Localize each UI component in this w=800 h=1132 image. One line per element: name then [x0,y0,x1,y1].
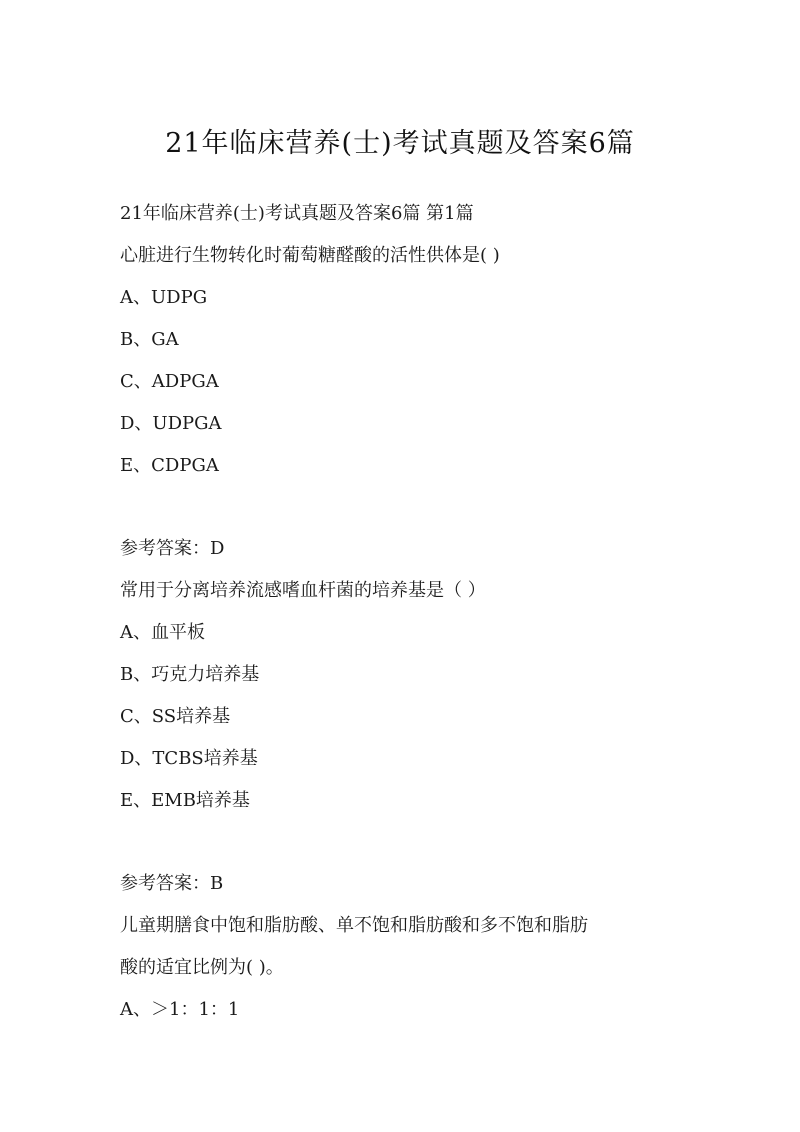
question-2-option-d: D、TCBS培养基 [120,748,258,769]
question-2-option-e: E、EMB培养基 [120,790,250,811]
question-1-option-d: D、UDPGA [120,413,222,434]
question-3-stem-line-2: 酸的适宜比例为( )。 [120,957,284,978]
question-1-option-a: A、UDPG [120,287,208,308]
question-1-option-b: B、GA [120,329,179,350]
question-2-option-b: B、巧克力培养基 [120,664,260,685]
question-1-option-e: E、CDPGA [120,455,219,476]
question-2-option-a: A、血平板 [120,622,205,643]
document-title: 21年临床营养(士)考试真题及答案6篇 [165,128,635,159]
document-subtitle: 21年临床营养(士)考试真题及答案6篇 第1篇 [120,203,474,224]
question-1-stem: 心脏进行生物转化时葡萄糖醛酸的活性供体是( ) [120,245,500,266]
question-2-option-c: C、SS培养基 [120,706,231,727]
question-2-answer: 参考答案：B [120,873,224,894]
question-2-stem: 常用于分离培养流感嗜血杆菌的培养基是（ ） [120,580,486,601]
question-1-answer: 参考答案：D [120,538,225,559]
question-3-stem-line-1: 儿童期膳食中饱和脂肪酸、单不饱和脂肪酸和多不饱和脂肪 [120,915,588,936]
question-1-option-c: C、ADPGA [120,371,219,392]
question-3-option-a: A、＞1：1：1 [120,999,240,1020]
